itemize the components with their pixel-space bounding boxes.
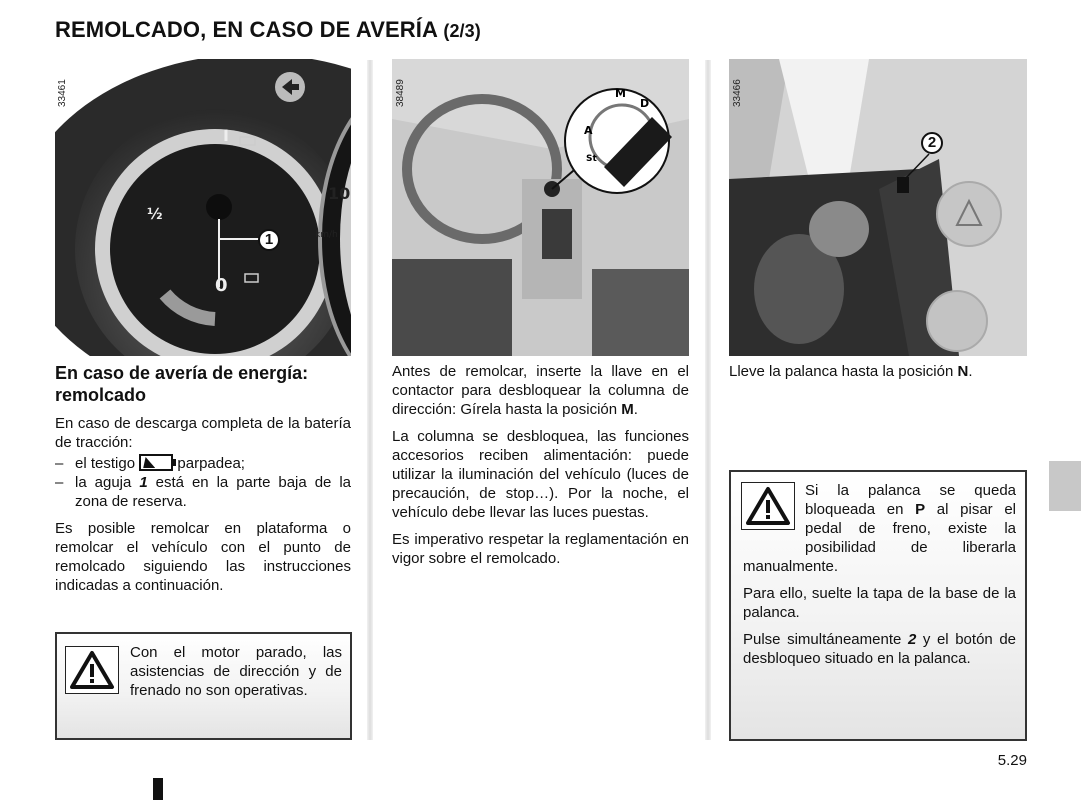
figure-gear-lever bbox=[729, 59, 1027, 356]
battery-warning-icon bbox=[139, 454, 173, 471]
svg-text:10: 10 bbox=[328, 184, 351, 203]
svg-text:M: M bbox=[615, 87, 626, 100]
warning-box bbox=[55, 632, 352, 740]
figure-instrument-cluster bbox=[55, 59, 351, 356]
section-tab bbox=[1049, 461, 1081, 511]
title-part: (2/3) bbox=[443, 21, 481, 41]
paragraph: Lleve la palanca hasta la posición N. bbox=[729, 363, 973, 380]
section-heading: En caso de avería de energía: remolcado bbox=[55, 363, 309, 405]
svg-text:St: St bbox=[586, 154, 597, 164]
warning-box bbox=[729, 470, 1027, 741]
bullet-item: – el testigo parpadea; bbox=[55, 455, 245, 472]
svg-text:½: ½ bbox=[147, 205, 163, 223]
bullet-item: – la aguja 1 está en la parte baja de la zona de reserva. bbox=[55, 474, 352, 510]
page-number: 5.29 bbox=[997, 752, 1027, 769]
callout-2: 2 bbox=[921, 132, 943, 154]
figure-ignition-key bbox=[392, 59, 689, 356]
warning-text: Pulse simultáneamente 2 y el botón de desbloqueo situado en la palanca. bbox=[743, 631, 1017, 667]
column-3 bbox=[729, 362, 1027, 389]
warning-text: Si la palanca se queda bloqueada en P al pisar el pedal de freno, existe la posibilidad de liberarla manualmente. bbox=[743, 482, 1016, 575]
svg-text:I: I bbox=[223, 126, 229, 145]
warning-text: Para ello, suelte la tapa de la base de la palanca. bbox=[743, 585, 1016, 621]
paragraph: Antes de remolcar, inserte la llave en el contactor para desbloquear la columna de dirección: Gírela hasta la posición M. bbox=[392, 363, 689, 418]
intro-text: En caso de descarga completa de la batería de tracción: bbox=[55, 415, 351, 451]
column-2 bbox=[392, 362, 689, 576]
warning-icon bbox=[65, 646, 119, 694]
svg-text:km/h: km/h bbox=[315, 230, 338, 240]
column-separator bbox=[367, 60, 373, 740]
page-title: REMOLCADO, EN CASO DE AVERÍA (2/3) bbox=[55, 17, 481, 42]
svg-text:D: D bbox=[640, 97, 650, 110]
paragraph: La columna se desbloquea, las funciones accesorios reciben alimentación: puede utilizar la iluminación del vehículo (luces de precaución, de stop…). Por la noche, el vehículo debe llevar las luces puestas. bbox=[392, 428, 689, 521]
callout-1: 1 bbox=[258, 229, 280, 251]
warning-text-block bbox=[743, 481, 1016, 668]
paragraph: Es imperativo respetar la reglamentación en vigor sobre el remolcado. bbox=[392, 531, 689, 567]
svg-text:A: A bbox=[584, 124, 593, 137]
paragraph: Es posible remolcar en plataforma o remolcar el vehículo con el punto de remolcado siguiendo las instrucciones indicadas a continuación. bbox=[55, 520, 351, 594]
figure-code: 33461 bbox=[57, 79, 68, 107]
warning-text: Con el motor parado, las asistencias de dirección y de frenado no son operativas. bbox=[130, 644, 342, 699]
svg-text:0: 0 bbox=[215, 275, 228, 296]
figure-code: 38489 bbox=[395, 79, 406, 107]
figure-code: 33466 bbox=[732, 79, 743, 107]
crop-mark bbox=[153, 778, 163, 800]
column-separator bbox=[705, 60, 711, 740]
column-1 bbox=[55, 362, 351, 603]
